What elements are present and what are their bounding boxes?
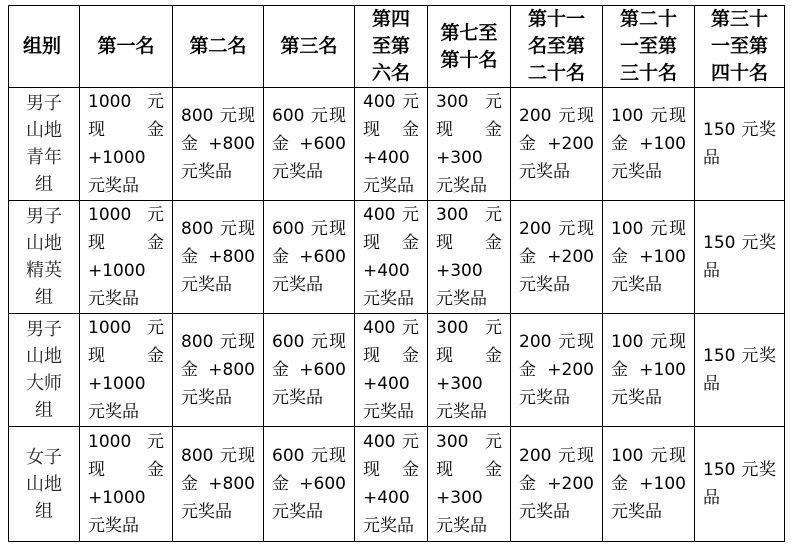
prize-cell-rank-2: 800 元现金 +800 元奖品: [173, 88, 264, 201]
prize-cell-rank-1: 1000 元现金+1000 元奖品: [80, 88, 173, 201]
header-rank-2: 第二名: [173, 6, 264, 88]
prize-cell-rank-4-6: 400 元现金+400 元奖品: [355, 201, 428, 314]
prize-cell-rank-2: 800 元现金 +800 元奖品: [173, 427, 264, 542]
header-rank-3: 第三名: [264, 6, 355, 88]
table-row: [9, 201, 785, 314]
header-rank-1: 第一名: [80, 6, 173, 88]
prize-cell-rank-4-6: 400 元现金+400 元奖品: [355, 88, 428, 201]
prize-cell-rank-31-40: 150 元奖品: [695, 201, 785, 314]
prize-cell-rank-7-10: 300 元现金+300 元奖品: [428, 201, 511, 314]
prize-cell-rank-31-40: 150 元奖品: [695, 88, 785, 201]
prize-cell-rank-11-20: 200 元现金 +200 元奖品: [511, 427, 603, 542]
prize-cell-rank-11-20: 200 元现金 +200 元奖品: [511, 88, 603, 201]
prize-cell-rank-3: 600 元现金 +600 元奖品: [264, 201, 355, 314]
prize-cell-rank-4-6: 400 元现金+400 元奖品: [355, 314, 428, 427]
prize-cell-rank-7-10: 300 元现金+300 元奖品: [428, 314, 511, 427]
header-rank-31-40: 第三十一至第四十名: [695, 6, 785, 88]
prize-cell-rank-7-10: 300 元现金+300 元奖品: [428, 427, 511, 542]
group-cell: 男子山地青年组: [9, 88, 80, 201]
group-cell: 女子山地组: [9, 427, 80, 542]
prize-cell-rank-3: 600 元现金 +600 元奖品: [264, 314, 355, 427]
header-rank-4-6: 第四至第六名: [355, 6, 428, 88]
table-row: [9, 88, 785, 201]
prize-cell-rank-4-6: 400 元现金+400 元奖品: [355, 427, 428, 542]
header-rank-7-10: 第七至第十名: [428, 6, 511, 88]
prize-cell-rank-2: 800 元现金 +800 元奖品: [173, 314, 264, 427]
header-row: [9, 6, 785, 88]
prize-cell-rank-7-10: 300 元现金+300 元奖品: [428, 88, 511, 201]
group-cell: 男子山地大师组: [9, 314, 80, 427]
group-cell: 男子山地精英组: [9, 201, 80, 314]
prize-cell-rank-21-30: 100 元现金 +100 元奖品: [603, 201, 695, 314]
prize-cell-rank-31-40: 150 元奖品: [695, 314, 785, 427]
prize-cell-rank-1: 1000 元现金+1000 元奖品: [80, 427, 173, 542]
prize-cell-rank-1: 1000 元现金+1000 元奖品: [80, 314, 173, 427]
prize-cell-rank-2: 800 元现金 +800 元奖品: [173, 201, 264, 314]
document-page: [8, 5, 785, 542]
prize-cell-rank-11-20: 200 元现金 +200 元奖品: [511, 201, 603, 314]
prize-cell-rank-21-30: 100 元现金 +100 元奖品: [603, 427, 695, 542]
header-rank-21-30: 第二十一至第三十名: [603, 6, 695, 88]
prize-cell-rank-1: 1000 元现金+1000 元奖品: [80, 201, 173, 314]
header-rank-11-20: 第十一名至第二十名: [511, 6, 603, 88]
prize-cell-rank-31-40: 150 元奖品: [695, 427, 785, 542]
prize-cell-rank-21-30: 100 元现金 +100 元奖品: [603, 88, 695, 201]
table-row: [9, 314, 785, 427]
prize-cell-rank-11-20: 200 元现金 +200 元奖品: [511, 314, 603, 427]
table-row: [9, 427, 785, 542]
prize-table: [8, 5, 785, 542]
prize-cell-rank-21-30: 100 元现金 +100 元奖品: [603, 314, 695, 427]
prize-cell-rank-3: 600 元现金 +600 元奖品: [264, 88, 355, 201]
prize-cell-rank-3: 600 元现金 +600 元奖品: [264, 427, 355, 542]
header-group: 组别: [9, 6, 80, 88]
